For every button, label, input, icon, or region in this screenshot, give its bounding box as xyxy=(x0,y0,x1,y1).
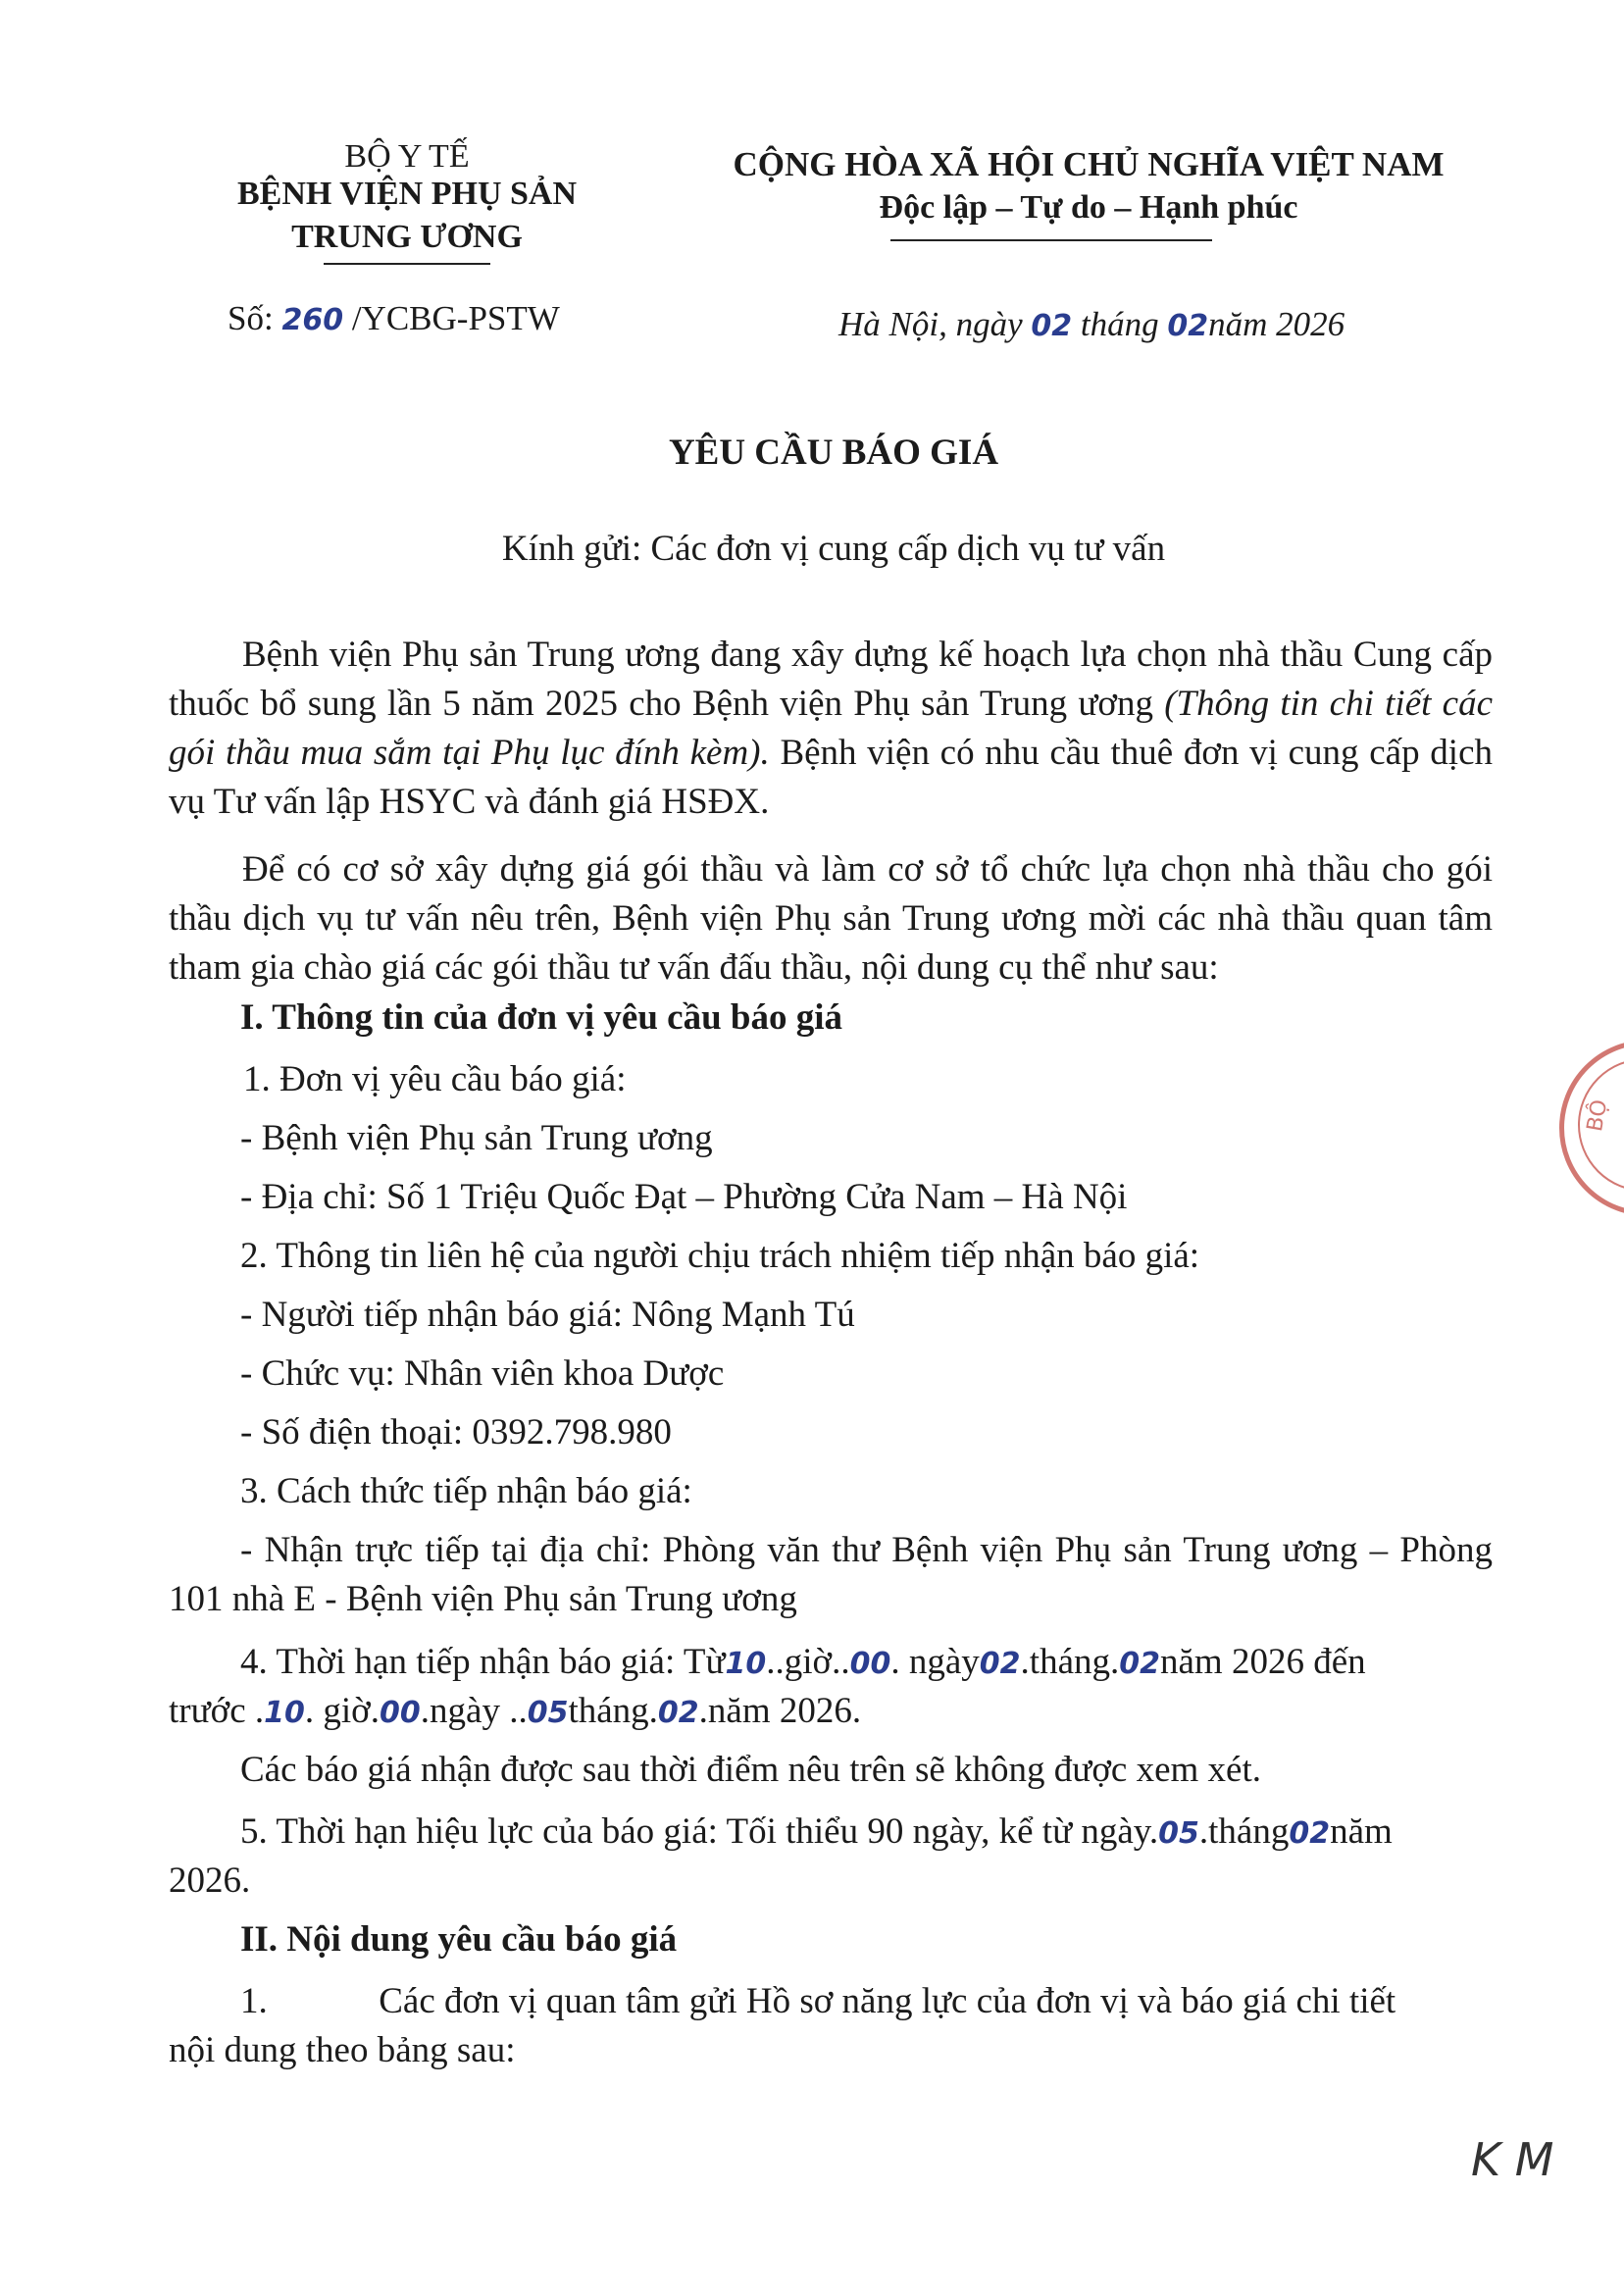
item4-line2-prefix: trước . xyxy=(169,1691,265,1731)
item5-day: 05 xyxy=(1158,1816,1199,1851)
date-year: năm 2026 xyxy=(1208,305,1345,343)
so-code: /YCBG-PSTW xyxy=(351,299,560,337)
handwritten-initials: K M xyxy=(1471,2133,1554,2186)
section2-item1-number: 1. xyxy=(240,1981,268,2021)
section2-heading: II. Nội dung yêu cầu báo giá xyxy=(240,1919,678,1960)
item4-day2: 05 xyxy=(527,1696,569,1730)
item4-t6: .ngày .. xyxy=(420,1691,528,1731)
section1-unit: - Bệnh viện Phụ sản Trung ương xyxy=(240,1118,713,1158)
item4-t2: . ngày xyxy=(890,1642,980,1682)
item4-prefix: 4. Thời hạn tiếp nhận báo giá: Từ xyxy=(240,1642,726,1682)
intro-p1-italic: (Thông tin chi tiết các gói thầu mua sắm tại Phụ lục đính kèm). xyxy=(169,684,1493,773)
intro-p1-text: Bệnh viện Phụ sản Trung ương đang xây dựng kế hoạch lựa chọn nhà thầu Cung cấp thuốc bổ sung lần 5 năm 2025 cho Bệnh viện Phụ sản Trung ương xyxy=(169,635,1493,724)
intro-paragraph-1 xyxy=(169,631,1493,827)
document-title: YÊU CẦU BÁO GIÁ xyxy=(668,433,999,473)
item5-month: 02 xyxy=(1289,1816,1331,1851)
item5-prefix: 5. Thời hạn hiệu lực của báo giá: Tối thiểu 90 ngày, kể từ ngày. xyxy=(240,1811,1159,1852)
item4-minute2: 00 xyxy=(380,1696,421,1730)
intro-paragraph-2: Để có cơ sở xây dựng giá gói thầu và làm cơ sở tổ chức lựa chọn nhà thầu cho gói thầu dịch vụ tư vấn nêu trên, Bệnh viện Phụ sản Trung ương mời các nhà thầu quan tâm tham gia chào giá các gói thầu tư vấn đấu thầu, nội dung cụ thể như sau: xyxy=(169,849,1493,988)
date-prefix: Hà Nội, ngày xyxy=(838,305,1023,343)
hospital-name-line2: TRUNG ƯƠNG xyxy=(291,219,523,255)
item4-t1: ..giờ.. xyxy=(766,1642,850,1682)
section1-item5-line2: 2026. xyxy=(169,1861,251,1901)
section2-item1-text: Các đơn vị quan tâm gửi Hồ sơ năng lực của đơn vị và báo giá chi tiết xyxy=(379,1981,1396,2021)
item4-hour1: 10 xyxy=(725,1647,767,1681)
item4-minute1: 00 xyxy=(849,1647,891,1681)
section1-item4-line1 xyxy=(240,1638,1493,1689)
document-number xyxy=(228,294,560,345)
date-month-handwritten: 02 xyxy=(1167,309,1209,343)
so-number-handwritten: 260 xyxy=(281,303,344,337)
red-seal-stamp xyxy=(1559,1040,1624,1216)
section2-item1 xyxy=(240,1977,1396,2026)
country-name: CỘNG HÒA XÃ HỘI CHỦ NGHĨA VIỆT NAM xyxy=(733,145,1445,183)
section1-item1: 1. Đơn vị yêu cầu báo giá: xyxy=(243,1059,627,1099)
item4-month1: 02 xyxy=(1119,1647,1160,1681)
item4-t3: .tháng. xyxy=(1020,1642,1120,1682)
item4-hour2: 10 xyxy=(264,1696,305,1730)
item5-t2: năm xyxy=(1330,1811,1393,1852)
section1-item5-line1 xyxy=(240,1808,1393,1859)
date-day-handwritten: 02 xyxy=(1031,309,1073,343)
item5-t1: .tháng xyxy=(1198,1811,1290,1852)
motto-underline xyxy=(890,239,1212,241)
section1-address: - Địa chỉ: Số 1 Triệu Quốc Đạt – Phường Cửa Nam – Hà Nội xyxy=(240,1177,1128,1217)
item4-day1: 02 xyxy=(979,1647,1021,1681)
section2-item1-continuation: nội dung theo bảng sau: xyxy=(169,2030,516,2070)
section1-late-note: Các báo giá nhận được sau thời điểm nêu trên sẽ không được xem xét. xyxy=(240,1750,1262,1790)
item4-t5: . giờ. xyxy=(304,1691,381,1731)
item4-t4: năm 2026 đến xyxy=(1160,1642,1366,1682)
section1-phone: - Số điện thoại: 0392.798.980 xyxy=(240,1412,672,1453)
item4-t7: tháng. xyxy=(568,1691,658,1731)
recipient-line: Kính gửi: Các đơn vị cung cấp dịch vụ tư vấn xyxy=(501,529,1166,569)
ministry-name: BỘ Y TẾ xyxy=(344,138,470,175)
section1-method: - Nhận trực tiếp tại địa chỉ: Phòng văn thư Bệnh viện Phụ sản Trung ương – Phòng 101 nhà E - Bệnh viện Phụ sản Trung ương xyxy=(169,1530,1493,1619)
section1-receiver: - Người tiếp nhận báo giá: Nông Mạnh Tú xyxy=(240,1295,855,1335)
intro-p1-tail: Bệnh viện có nhu cầu thuê đơn vị cung cấp dịch vụ Tư vấn lập HSYC và đánh giá HSĐX. xyxy=(169,733,1493,822)
section1-item4-line2 xyxy=(169,1687,861,1738)
section1-position: - Chức vụ: Nhân viên khoa Dược xyxy=(240,1353,725,1394)
header-left-underline xyxy=(324,263,490,265)
item4-month2: 02 xyxy=(657,1696,699,1730)
so-label: Số: xyxy=(228,299,274,337)
section1-item2: 2. Thông tin liên hệ của người chịu trách nhiệm tiếp nhận báo giá: xyxy=(240,1236,1200,1276)
date-month-label: tháng xyxy=(1080,305,1159,343)
document-date xyxy=(838,300,1345,351)
national-motto: Độc lập – Tự do – Hạnh phúc xyxy=(879,189,1298,226)
section1-item3: 3. Cách thức tiếp nhận báo giá: xyxy=(240,1471,692,1511)
hospital-name-line1: BỆNH VIỆN PHỤ SẢN xyxy=(236,176,578,212)
red-seal-text: BỘ xyxy=(1583,1097,1613,1134)
item4-t8: .năm 2026. xyxy=(698,1691,862,1731)
section1-heading: I. Thông tin của đơn vị yêu cầu báo giá xyxy=(240,997,843,1038)
